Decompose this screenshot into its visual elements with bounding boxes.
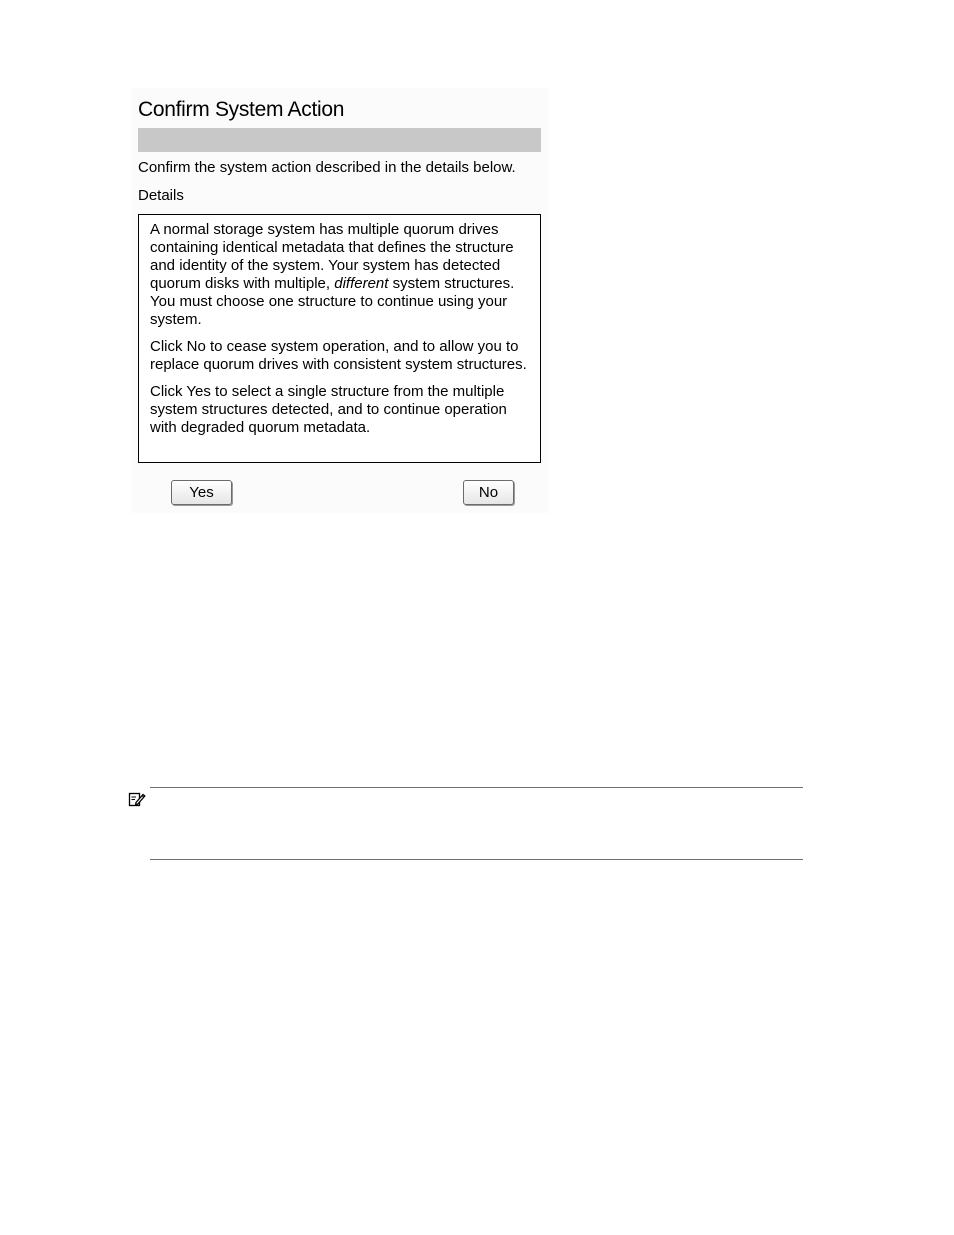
note-top-rule (150, 787, 803, 788)
yes-button[interactable]: Yes (171, 480, 232, 505)
instruction-text: Confirm the system action described in the details below. (138, 159, 516, 176)
title-divider-bar (138, 128, 541, 152)
note-block (128, 787, 804, 862)
details-p1-text: A normal storage system has multiple quorum drives containing identical metadata that defines the structure and identity of the system. Your system has detected quorum disks with multiple, (150, 221, 514, 292)
confirm-system-action-dialog (131, 88, 549, 513)
note-bottom-rule (150, 859, 803, 860)
details-paragraph-1 (150, 221, 529, 329)
no-button[interactable]: No (463, 480, 514, 505)
details-p1-emphasis: different (334, 275, 389, 292)
details-text-box (138, 214, 541, 463)
note-pencil-icon (128, 790, 146, 808)
details-label: Details (138, 187, 184, 204)
details-paragraph-3: Click Yes to select a single structure from the multiple system structures detected, and to continue operation with degraded quorum metadata. (150, 383, 507, 436)
dialog-title: Confirm System Action (138, 98, 345, 121)
details-paragraph-2: Click No to cease system operation, and to allow you to replace quorum drives with consistent system structures. (150, 338, 527, 373)
details-p1-text-end: system structures. You must choose one structure to continue using your system. (150, 275, 515, 328)
